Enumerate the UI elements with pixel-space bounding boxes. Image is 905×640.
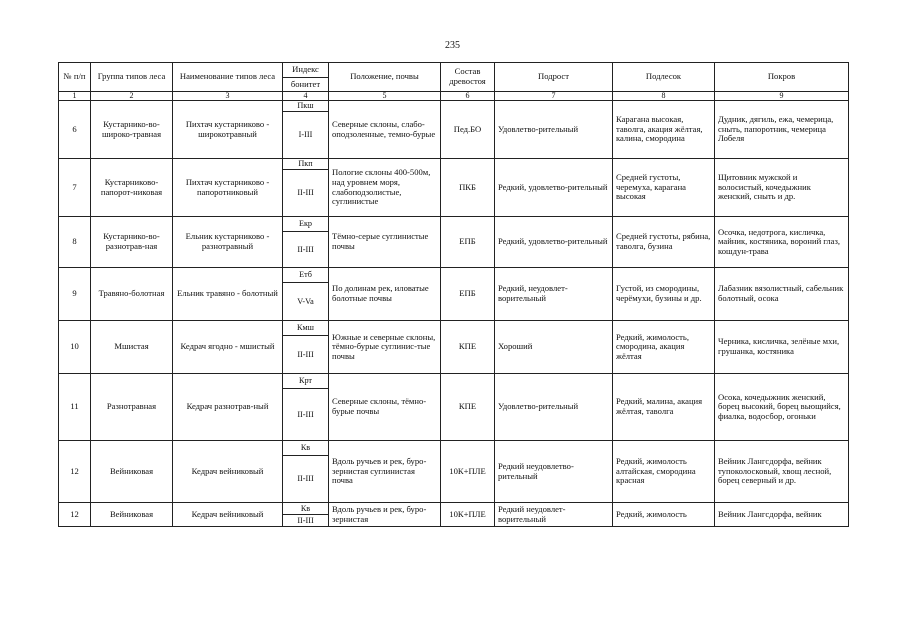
cell-index: Кв <box>283 503 329 515</box>
cell-underbrush: Средней густоты, рябина, таволга, бузина <box>613 217 715 268</box>
cell-composition: КПЕ <box>441 374 495 441</box>
header-undergrowth: Подрост <box>495 63 613 92</box>
cell-num: 9 <box>59 268 91 321</box>
header-underbrush: Подлесок <box>613 63 715 92</box>
cell-position: Тёмно-серые суглинистые почвы <box>329 217 441 268</box>
cell-undergrowth: Редкий неудовлет-ворительный <box>495 503 613 527</box>
cell-undergrowth: Удовлетво-рительный <box>495 374 613 441</box>
column-numbers-row <box>59 92 849 101</box>
column-number: 4 <box>283 92 329 101</box>
cell-composition: ЕПБ <box>441 268 495 321</box>
cell-bonitet: II-III <box>283 336 329 374</box>
header-position: Положение, почвы <box>329 63 441 92</box>
cell-group: Мшистая <box>91 321 173 374</box>
cell-name: Пихтач кустарниково - широкотравный <box>173 101 283 159</box>
column-number: 5 <box>329 92 441 101</box>
cell-name: Пихтач кустарниково - папоротниковый <box>173 159 283 217</box>
cell-bonitet: II-III <box>283 170 329 217</box>
cell-num: 11 <box>59 374 91 441</box>
cell-composition: 10К+ПЛЕ <box>441 441 495 503</box>
forest-types-table <box>58 62 849 527</box>
cell-index: Екр <box>283 217 329 232</box>
cell-cover: Дудник, дягиль, ежа, чемерица, сныть, папоротник, чемерица Лобеля <box>715 101 849 159</box>
cell-underbrush: Густой, из смородины, черёмухи, бузины и др. <box>613 268 715 321</box>
column-number: 1 <box>59 92 91 101</box>
cell-index: Пкш <box>283 101 329 112</box>
column-number: 6 <box>441 92 495 101</box>
cell-underbrush: Редкий, жимолость <box>613 503 715 527</box>
table-row <box>59 503 849 515</box>
cell-underbrush: Редкий, малина, акация жёлтая, таволга <box>613 374 715 441</box>
cell-num: 12 <box>59 441 91 503</box>
cell-undergrowth: Редкий неудовлетво-рительный <box>495 441 613 503</box>
cell-name: Ельник травяно - болотный <box>173 268 283 321</box>
cell-group: Кустарнико-во-разнотрав-ная <box>91 217 173 268</box>
cell-name: Кедрач вейниковый <box>173 441 283 503</box>
column-number: 9 <box>715 92 849 101</box>
cell-position: Северные склоны, тёмно-бурые почвы <box>329 374 441 441</box>
cell-cover: Вейник Лангсдорфа, вейник <box>715 503 849 527</box>
column-number: 8 <box>613 92 715 101</box>
page-number: 235 <box>445 40 460 51</box>
cell-bonitet: I-III <box>283 112 329 159</box>
cell-cover: Осока, кочедыжник женский, борец высокий, борец вьющийся, фиалка, водосбор, огоньки <box>715 374 849 441</box>
cell-position: Северные склоны, слабо-оподзоленные, темно-бурые <box>329 101 441 159</box>
cell-group: Травяно-болотная <box>91 268 173 321</box>
cell-undergrowth: Удовлетво-рительный <box>495 101 613 159</box>
cell-cover: Лабазник вязолистный, сабельник болотный, осока <box>715 268 849 321</box>
cell-composition: 10К+ПЛЕ <box>441 503 495 527</box>
header-composition: Состав древостоя <box>441 63 495 92</box>
cell-cover: Вейник Лангсдорфа, вейник тупоколосковый, хвощ лесной, борец северный и др. <box>715 441 849 503</box>
cell-composition: ЕПБ <box>441 217 495 268</box>
cell-index: Пкп <box>283 159 329 170</box>
cell-num: 10 <box>59 321 91 374</box>
cell-position: По долинам рек, иловатые болотные почвы <box>329 268 441 321</box>
cell-bonitet: II-III <box>283 456 329 503</box>
cell-undergrowth: Редкий, неудовлет-ворительный <box>495 268 613 321</box>
header-name: Наименование типов леса <box>173 63 283 92</box>
cell-composition: КПЕ <box>441 321 495 374</box>
header-index: Индекс <box>283 63 329 78</box>
cell-group: Разнотравная <box>91 374 173 441</box>
cell-cover: Черника, кисличка, зелёные мхи, грушанка, костяника <box>715 321 849 374</box>
cell-position: Вдоль ручьев и рек, буро-зернистая <box>329 503 441 527</box>
cell-num: 7 <box>59 159 91 217</box>
table-row <box>59 374 849 389</box>
header-num: № п/п <box>59 63 91 92</box>
cell-underbrush: Карагана высокая, таволга, акация жёлтая, калина, смородина <box>613 101 715 159</box>
cell-underbrush: Редкий, жимолость, смородина, акация жёлтая <box>613 321 715 374</box>
header-row <box>59 63 849 78</box>
cell-num: 6 <box>59 101 91 159</box>
header-bonitet: бонитет <box>283 78 329 92</box>
cell-position: Пологие склоны 400-500м, над уровнем моря, слабоподзолистые, суглинистые <box>329 159 441 217</box>
table-row <box>59 159 849 170</box>
cell-index: Кмш <box>283 321 329 336</box>
cell-bonitet: II-III <box>283 232 329 268</box>
cell-index: Етб <box>283 268 329 283</box>
table-row <box>59 441 849 456</box>
cell-group: Вейниковая <box>91 503 173 527</box>
cell-bonitet: II-III <box>283 515 329 527</box>
cell-cover: Осочка, недотрога, кисличка, майник, костяника, вороний глаз, кошдун-трава <box>715 217 849 268</box>
cell-bonitet: II-III <box>283 389 329 441</box>
cell-composition: Пед.БО <box>441 101 495 159</box>
cell-name: Кедрач ягодно - мшистый <box>173 321 283 374</box>
cell-group: Вейниковая <box>91 441 173 503</box>
header-group: Группа типов леса <box>91 63 173 92</box>
cell-name: Кедрач разнотрав-ный <box>173 374 283 441</box>
cell-index: Кв <box>283 441 329 456</box>
cell-num: 12 <box>59 503 91 527</box>
column-number: 3 <box>173 92 283 101</box>
cell-cover: Щитовник мужской и волосистый, кочедыжник женский, сныть и др. <box>715 159 849 217</box>
cell-group: Кустарниково-папорот-никовая <box>91 159 173 217</box>
cell-composition: ПКБ <box>441 159 495 217</box>
table-row <box>59 217 849 232</box>
cell-name: Ельник кустарниково - разнотравный <box>173 217 283 268</box>
cell-position: Южные и северные склоны, тёмно-бурые суглинис-тые почвы <box>329 321 441 374</box>
cell-bonitet: V-Va <box>283 283 329 321</box>
cell-underbrush: Редкий, жимолость алтайская, смородина красная <box>613 441 715 503</box>
cell-undergrowth: Редкий, удовлетво-рительный <box>495 217 613 268</box>
cell-underbrush: Средней густоты, черемуха, карагана высокая <box>613 159 715 217</box>
header-cover: Покров <box>715 63 849 92</box>
cell-group: Кустарнико-во-широко-травная <box>91 101 173 159</box>
cell-index: Крт <box>283 374 329 389</box>
column-number: 2 <box>91 92 173 101</box>
table-row <box>59 268 849 283</box>
table-row <box>59 101 849 112</box>
cell-name: Кедрач вейниковый <box>173 503 283 527</box>
column-number: 7 <box>495 92 613 101</box>
table-row <box>59 321 849 336</box>
cell-num: 8 <box>59 217 91 268</box>
cell-undergrowth: Редкий, удовлетво-рительный <box>495 159 613 217</box>
cell-undergrowth: Хороший <box>495 321 613 374</box>
cell-position: Вдоль ручьев и рек, буро-зернистая суглинистая почва <box>329 441 441 503</box>
